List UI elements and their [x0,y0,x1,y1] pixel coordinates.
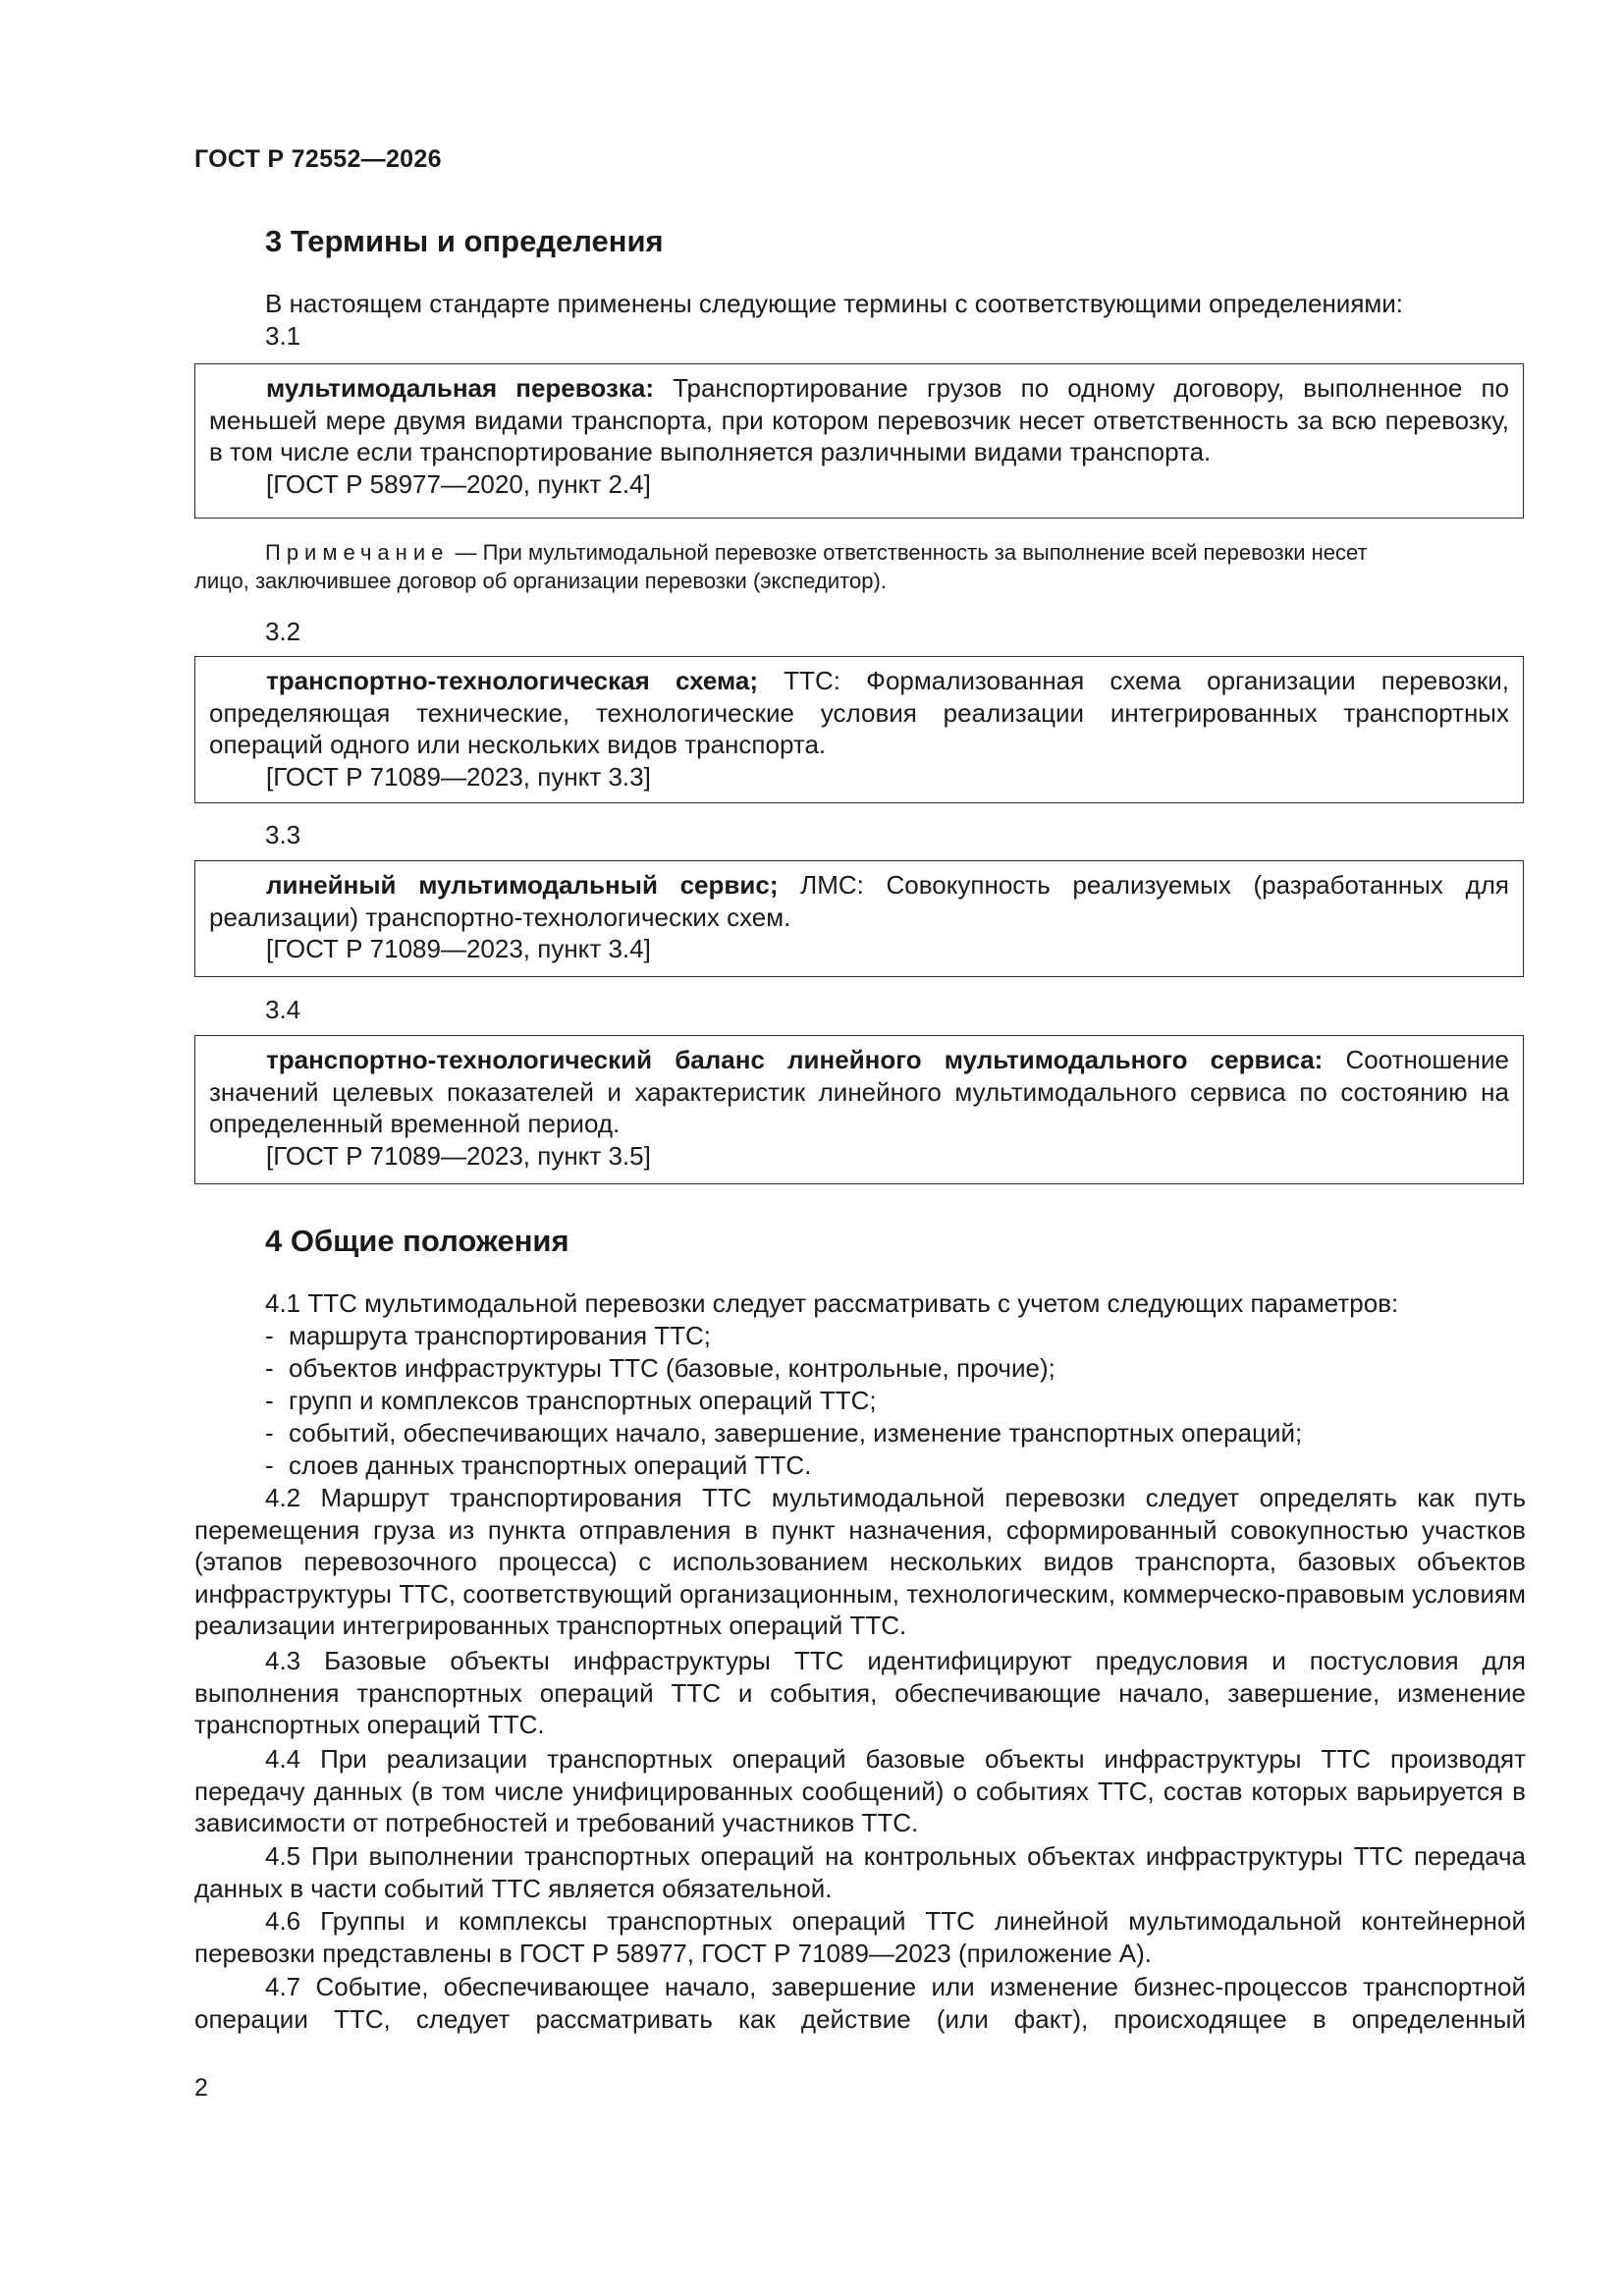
term-name: транспортно-технологическая схема; [266,666,759,695]
paragraph-4-1: 4.1 ТТС мультимодальной перевозки следует рассматривать с учетом следующих параметров: [265,1288,1399,1318]
note-label: Примечание [265,540,450,565]
paragraph-4-4: 4.4 При реализации транспортных операций базовые объекты инфраструктуры ТТС производят передачу данных (в том числе унифицированных сообщений) о событиях ТТС, состав которых варьируется в зависимости от потребностей и требований участников ТТС. [194,1744,1526,1838]
term-definition [209,665,1509,761]
list-item: - маршрута транспортирования ТТС; [265,1321,712,1350]
document-page [194,0,1526,2296]
term-number: 3.1 [265,321,301,351]
term-name: мультимодальная перевозка: [266,373,654,403]
paragraph-4-3: 4.3 Базовые объекты инфраструктуры ТТС идентифицируют предусловия и постусловия для выполнения транспортных операций ТТС и события, обеспечивающие начало, завершение, изменение транспортных операций ТТС. [194,1646,1526,1740]
note-text: — При мультимодальной перевозке ответственность за выполнение всей перевозки несет [449,540,1368,565]
section-4-title: 4 Общие положения [265,1224,569,1258]
term-definition [209,1044,1509,1140]
term-source: [ГОСТ Р 71089—2023, пункт 3.5] [266,1140,651,1171]
note-text-continued: лицо, заключившее договор об организации перевозки (экспедитор). [194,569,887,593]
section-3-title: 3 Термины и определения [265,224,664,258]
term-box-3-2 [194,656,1524,803]
note [265,539,1526,568]
list-item: - событий, обеспечивающих начало, завершение, изменение транспортных операций; [265,1418,1303,1448]
page-number: 2 [194,2074,208,2102]
paragraph-4-6: 4.6 Группы и комплексы транспортных операций ТТС линейной мультимодальной контейнерной перевозки представлены в ГОСТ Р 58977, ГОСТ Р 71089—2023 (приложение А). [194,1906,1526,1968]
paragraph-4-2: 4.2 Маршрут транспортирования ТТС мультимодальной перевозки следует определять как путь перемещения груза из пункта отправления в пункт назначения, сформированный совокупностью участков (этапов перевозочного процесса) с использованием нескольких видов транспорта, базовых объектов инфраструктуры ТТС, соответствующий организационным, технологическим, коммерческо-правовым условиям реализации интегрированных транспортных операций ТТС. [194,1483,1526,1641]
term-definition-text: ТТС: Формализованная схема организации перевозки, определяющая технические, технологические условия реализации интегрированных транспортных операций одного или нескольких видов транспорта. [209,666,1509,760]
term-name: транспортно-технологический баланс линейного мультимодального сервиса: [266,1045,1324,1074]
section-3-intro: В настоящем стандарте применены следующие термины с соответствующими определениями: [265,289,1404,318]
term-box-3-4 [194,1035,1524,1184]
list-item: - слоев данных транспортных операций ТТС. [265,1450,812,1480]
term-definition-text: Соотношение значений целевых показателей и характеристик линейного мультимодального сервиса по состоянию на определенный временной период. [209,1045,1509,1139]
term-source: [ГОСТ Р 71089—2023, пункт 3.4] [266,934,651,964]
term-definition [209,869,1509,933]
term-box-3-3 [194,860,1524,977]
list-item: - групп и комплексов транспортных операций ТТС; [265,1386,877,1415]
term-number: 3.3 [265,820,301,849]
term-definition-text: ЛМС: Совокупность реализуемых (разработанных для реализации) транспортно-технологических схем. [209,870,1509,932]
paragraph-4-7: 4.7 Событие, обеспечивающее начало, завершение или изменение бизнес-процессов транспортной операции ТТС, следует рассматривать как действие (или факт), происходящее в определенный [194,1972,1526,2034]
term-number: 3.2 [265,617,301,646]
list-item: - объектов инфраструктуры ТТС (базовые, контрольные, прочие); [265,1353,1055,1383]
term-source: [ГОСТ Р 58977—2020, пункт 2.4] [266,468,651,499]
term-source: [ГОСТ Р 71089—2023, пункт 3.3] [266,761,651,792]
paragraph-4-5: 4.5 При выполнении транспортных операций на контрольных объектах инфраструктуры ТТС передача данных в части событий ТТС является обязательной. [194,1841,1526,1903]
term-box-3-1 [194,363,1524,519]
term-definition-text: Транспортирование грузов по одному договору, выполненное по меньшей мере двумя видами транспорта, при котором перевозчик несет ответственность за всю перевозку, в том числе если транспортирование выполняется различными видами транспорта. [209,373,1509,467]
standard-code: ГОСТ Р 72552—2026 [194,145,442,173]
term-definition [209,372,1509,468]
term-name: линейный мультимодальный сервис; [266,870,779,900]
term-number: 3.4 [265,995,301,1024]
